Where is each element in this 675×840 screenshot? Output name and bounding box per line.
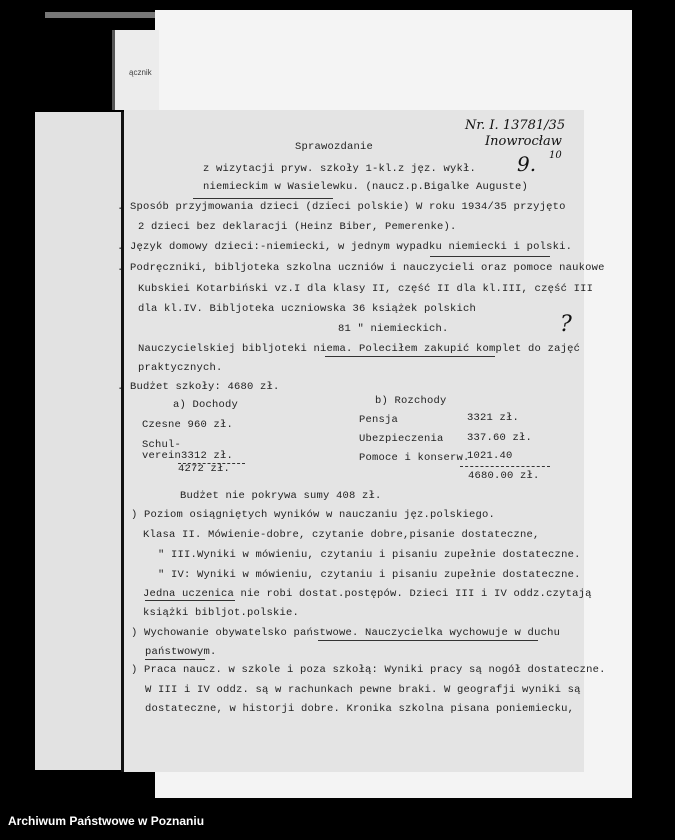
income-line: Czesne 960 zł.	[142, 419, 234, 431]
archive-footer: Archiwum Państwowe w Poznaniu	[8, 814, 205, 828]
underline	[430, 256, 550, 257]
expense-value: 337.60 zł.	[467, 432, 533, 444]
doc-subtitle: z wizytacji pryw. szkoły 1-kl.z jęz. wykł.	[203, 163, 477, 175]
expense-value: 3321 zł.	[467, 412, 520, 424]
text-line: dostateczne, w historji dobre. Kronika szkolna pisana poniemiecku,	[145, 703, 575, 715]
underline	[318, 640, 538, 641]
income-line: verein3312 zł.	[142, 450, 234, 462]
underline	[325, 356, 495, 357]
text-line: . Język domowy dzieci:-niemiecki, w jednym wypadku niemiecki i polski.	[117, 241, 573, 253]
text-line: . Sposób przyjmowania dzieci (dzieci polskie) W roku 1934/35 przyjęto	[117, 201, 566, 213]
handwritten-place: Inowrocław	[485, 134, 562, 149]
doc-title: Sprawozdanie	[295, 141, 374, 153]
expense-header: b) Rozchody	[375, 395, 447, 407]
underline	[145, 600, 235, 601]
text-line: 2 dzieci bez deklaracji (Heinz Biber, Pemerenke).	[138, 221, 457, 233]
text-line: państwowym.	[145, 646, 217, 658]
attachment-tab	[112, 30, 159, 110]
underline	[193, 198, 333, 199]
text-line: Nauczycielskiej bibljoteki niema. Poleciłem zakupić komplet do zajęć	[138, 343, 581, 355]
expense-label: Pensja	[359, 414, 399, 426]
text-line: książki bibljot.polskie.	[143, 607, 300, 619]
text-line: praktycznych.	[138, 362, 223, 374]
doc-subtitle: niemieckim w Wasielewku. (naucz.p.Bigalke Auguste)	[203, 181, 529, 193]
income-header: a) Dochody	[173, 399, 239, 411]
text-line: Klasa II. Mówienie-dobre, czytanie dobre,pisanie dostateczne,	[143, 529, 540, 541]
expense-label: Pomoce i konserw.	[359, 452, 470, 464]
income-line: Schul-	[142, 439, 182, 451]
text-line: ) Poziom osiągniętych wyników w nauczaniu jęz.polskiego.	[131, 509, 496, 521]
income-total: 4272 zł.	[178, 463, 231, 475]
expense-total: 4680.00 zł.	[468, 470, 540, 482]
text-line: 81 " niemieckich.	[338, 323, 449, 335]
text-line: W III i IV oddz. są w rachunkach pewne braki. W geografji wyniki są	[145, 684, 581, 696]
sum-line	[460, 466, 550, 467]
text-line: . Budżet szkoły: 4680 zł.	[117, 381, 280, 393]
text-line: " IV: Wyniki w mówieniu, czytaniu i pisaniu zupełnie dostateczne.	[158, 569, 581, 581]
handwritten-ref: Nr. I. 13781/35	[465, 118, 566, 133]
expense-value: 1021.40	[467, 450, 513, 462]
underline	[145, 659, 205, 660]
deficit-line: Budżet nie pokrywa sumy 408 zł.	[180, 490, 382, 502]
text-line: ) Wychowanie obywatelsko państwowe. Nauczycielka wychowuje w duchu	[131, 627, 561, 639]
handwritten-mark: 9.	[517, 152, 537, 176]
text-line: dla kl.IV. Bibljoteka uczniowska 36 książek polskich	[138, 303, 477, 315]
text-line: ) Praca naucz. w szkole i poza szkołą: Wyniki pracy są nogół dostateczne.	[131, 664, 606, 676]
text-line: Jedna uczenica nie robi dostat.postępów. Dzieci III i IV oddz.czytają	[143, 588, 592, 600]
handwritten-question-mark: ?	[560, 312, 572, 337]
text-line: . Podręczniki, bibljoteka szkolna uczniów i nauczycieli oraz pomoce naukowe	[117, 262, 605, 274]
text-line: Kubskiei Kotarbiński vz.I dla klasy II, część II dla kl.III, część III	[138, 283, 594, 295]
expense-label: Ubezpieczenia	[359, 433, 444, 445]
tab-label: ącznik	[129, 68, 152, 77]
folder-strip	[35, 112, 127, 770]
text-line: " III.Wyniki w mówieniu, czytaniu i pisaniu zupełnie dostateczne.	[158, 549, 581, 561]
handwritten-page: 10	[549, 150, 562, 161]
page-edge	[45, 12, 155, 18]
